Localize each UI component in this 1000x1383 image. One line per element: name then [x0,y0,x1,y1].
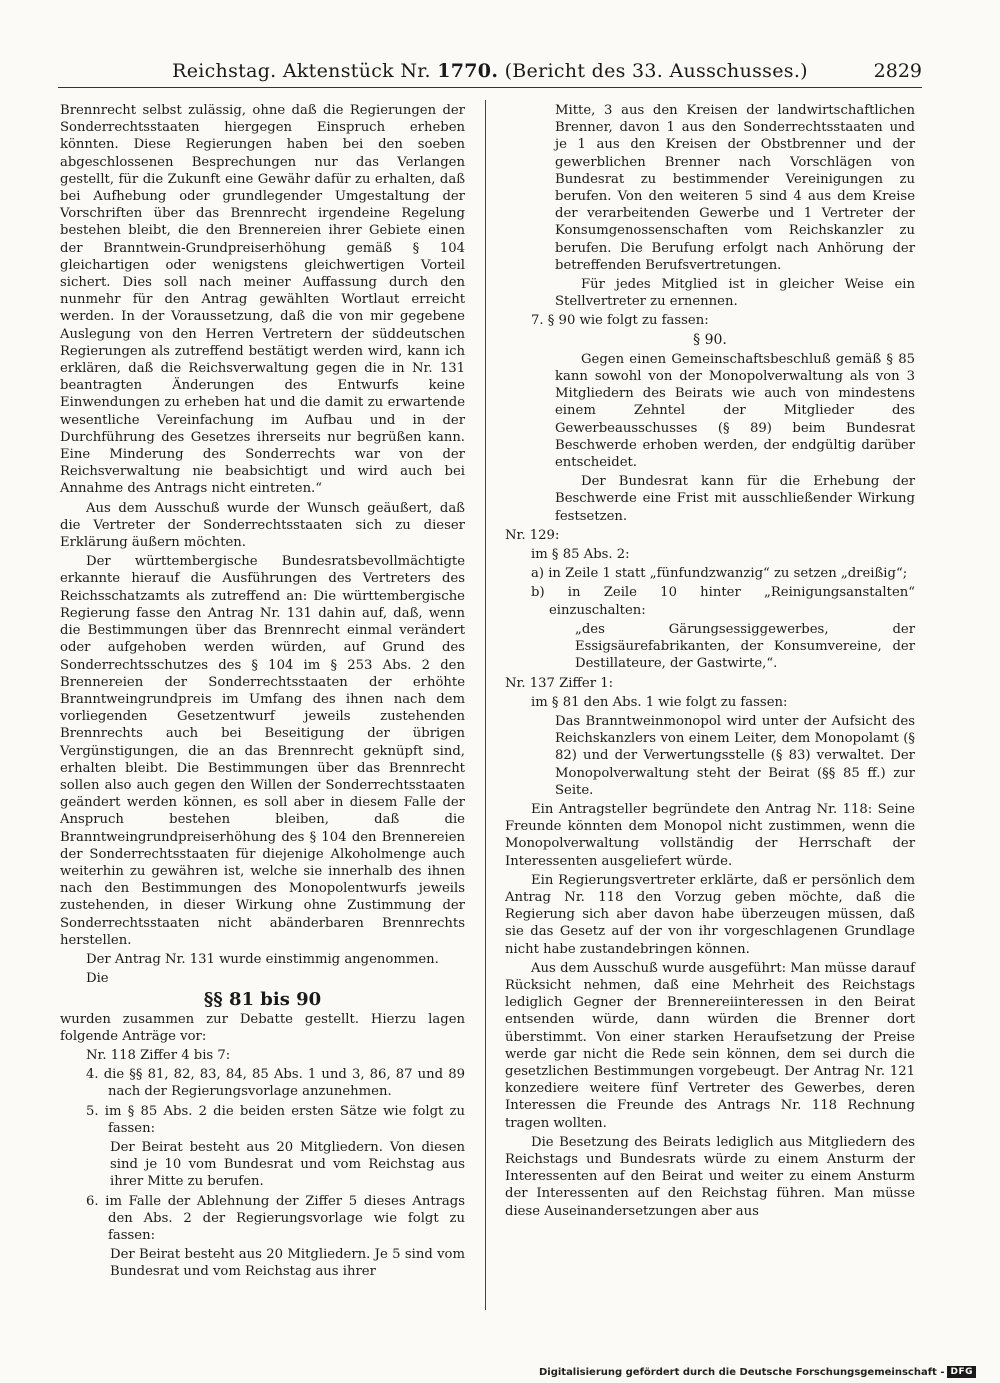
paragraph: Aus dem Ausschuß wurde der Wunsch geäußert, daß die Vertreter der Sonderrechtsstaaten sich zu dieser Erklärung äußern möchten. [60,500,465,551]
paragraph: wurden zusammen zur Debatte gestellt. Hierzu lagen folgende Anträge vor: [60,1011,465,1044]
section-heading: §§ 81 bis 90 [203,989,322,1011]
paragraph: Die [86,971,109,987]
paragraph: Aus dem Ausschuß wurde ausgeführt: Man müsse darauf Rücksicht nehmen, daß eine Mehrheit des Reichstags lediglich Gegner der Brennereiinteressen in den Beirat entsenden würde, dann würden die Brenner dort überstimmt. Von einer starken Heraufsetzung der Preise werde gar nicht die Rede sein können, dem sei durch die gesetzlichen Bestimmungen vorgebeugt. Der Antrag Nr. 121 konzediere weitere fünf Vertreter des Gewerbes, deren Interessen die Freunde des Antrags Nr. 118 Rechnung tragen wollten. [505,960,915,1131]
list-item: b) in Zeile 10 hinter „Reinigungsanstalten“ einzuschalten: [531,585,915,618]
paragraph: Der württembergische Bundesratsbevollmächtigte erkannte hierauf die Ausführungen des Vertreters des Reichsschatzamts als zutreffend an: Die württembergische Regierung fasse den Antrag Nr. 131 dahin auf, daß, wenn die Bestimmungen über das Brennrecht einmal verändert oder aufgehoben werden würden, auf Grund des Sonderrechtsschutzes des § 104 im § 253 Abs. 2 den Brennereien der Sonderrechtsstaaten der erhöhte Branntweingrundpreis im Umfang des ihnen nach dem vorliegenden Gesetzentwurf jeweils zustehenden Brennrechts auch bei Beseitigung der übrigen Vergünstigungen, die an das Brennrecht geknüpft sind, erhalten bleibt. Die Bestimmungen über das Brennrecht sollen also auch gegen den Willen der Sonderrechtsstaaten geändert werden können, es soll aber in diesem Falle der Anspruch bestehen bleiben, daß die Branntweingrundpreiserhöhung des § 104 den Brennereien der Sonderrechtsstaaten für diejenige Alkoholmenge auch weiterhin zu gewähren ist, welche sie innerhalb des ihnen nach den Bestimmungen des Monopolentwurfs jeweils zustehenden, in dieser Wirkung ohne Zustimmung der Sonderrechtsstaaten nicht abänderbaren Brennrechts herstellen. [60,554,465,948]
header-document-number: 1770. [437,60,499,82]
header-title [58,60,922,82]
list-item: a) in Zeile 1 statt „fünfundzwanzig“ zu setzen „dreißig“; [531,566,908,582]
column-divider [485,100,486,1310]
list-item: 6. im Falle der Ablehnung der Ziffer 5 dieses Antrags den Abs. 2 der Regierungsvorlage wie folgt zu fassen: [86,1193,465,1243]
quoted-text: „des Gärungsessiggewerbes, der Essigsäurefabrikanten, der Konsumvereine, der Destillateure, der Gastwirte,“. [575,621,915,672]
quoted-text: Mitte, 3 aus den Kreisen der landwirtschaftlichen Brenner, davon 1 aus den Sonderrechtsstaaten und je 1 aus den Kreisen der Obstbrenner und der gewerblichen Brenner nach Vorschlägen von Bundesrat zu bestimmender Vereinigungen zu berufen. Von den weiteren 5 sind 4 aus dem Kreise der verarbeitenden Gewerbe und 1 Vertreter der Konsumgenossenschaften vom Reichskanzler zu berufen. Die Berufung erfolgt nach Anhörung der betreffenden Berufsvertretungen. [555,103,915,273]
header-title-prefix: Reichstag. Aktenstück Nr. [172,60,431,82]
quoted-text: Gegen einen Gemeinschaftsbeschluß gemäß § 85 kann sowohl von der Monopolverwaltung als von 3 Mitgliedern des Beirats wie auch von mindestens einem Zehntel der Mitglieder des Gewerbeausschusses (§ 89) beim Bundesrat Beschwerde erhoben werden, der endgültig darüber entscheidet. [555,351,915,471]
header-rule [58,87,922,88]
running-header [58,58,922,88]
right-column [505,102,915,1222]
list-item: 5. im § 85 Abs. 2 die beiden ersten Sätze wie folgt zu fassen: [86,1103,465,1136]
quoted-text: Das Branntweinmonopol wird unter der Aufsicht des Reichskanzlers von einem Leiter, dem Monopolamt (§ 82) und der Verwertungsstelle (§ 83) verwaltet. Der Monopolverwaltung steht der Beirat (§§ 85 ff.) zur Seite. [555,713,915,798]
quoted-text: Der Beirat besteht aus 20 Mitgliedern. Von diesen sind je 10 vom Bundesrat und vom Reichstag aus ihrer Mitte zu berufen. [110,1139,465,1190]
dfg-logo: DFG [947,1366,976,1378]
header-title-suffix: (Bericht des 33. Ausschusses.) [504,60,808,82]
left-column [60,102,465,1283]
list-item: 7. § 90 wie folgt zu fassen: [531,313,709,329]
paragraph: Der Antrag Nr. 131 wurde einstimmig angenommen. [86,951,439,967]
digitization-credit [539,1366,976,1378]
motion-reference: Nr. 118 Ziffer 4 bis 7: [86,1047,231,1063]
page-number: 2829 [873,60,922,82]
motion-reference: Nr. 129: [505,527,560,543]
motion-reference: Nr. 137 Ziffer 1: [505,675,614,691]
quoted-text: Der Beirat besteht aus 20 Mitgliedern. Je 5 sind vom Bundesrat und vom Reichstag aus ihrer [110,1247,465,1280]
quoted-text: Der Bundesrat kann für die Erhebung der Beschwerde eine Frist mit ausschließender Wirkung festsetzen. [555,474,915,524]
motion-text: im § 85 Abs. 2: [531,547,630,563]
list-item: 4. die §§ 81, 82, 83, 84, 85 Abs. 1 und 3, 86, 87 und 89 nach der Regierungsvorlage anzunehmen. [86,1067,465,1100]
quoted-text: Für jedes Mitglied ist in gleicher Weise ein Stellvertreter zu ernennen. [555,277,915,310]
paragraph-heading: § 90. [693,331,727,348]
paragraph: Ein Antragsteller begründete den Antrag Nr. 118: Seine Freunde könnten dem Monopol nicht zustimmen, wenn die Monopolverwaltung vollständig der Herrschaft der Interessenten ausgeliefert würde. [505,801,915,869]
paragraph: Brennrecht selbst zulässig, ohne daß die Regierungen der Sonderrechtsstaaten hiergegen Einspruch erheben könnten. Diese Regierungen haben bei den soeben abgeschlossenen Besprechungen nur das Verlangen gestellt, für die Zukunft eine Gewähr dafür zu erhalten, daß bei Aufhebung oder grundlegender Umgestaltung der Vorschriften über das Brennrecht irgendeine Regelung bestehen bleibt, die den Brennereien ihrer Gebiete einen der Branntwein-Grundpreiserhöhung gemäß § 104 gleichartigen oder wenigstens gleichwertigen Vorteil sichert. Dies soll nach meiner Auffassung durch den nunmehr für den Antrag gewählten Wortlaut erreicht werden. In der Voraussetzung, daß die von mir gegebene Auslegung von den Herren Vertretern der süddeutschen Regierungen als zutreffend bestätigt werden wird, kann ich erklären, daß die Reichsverwaltung gegen die in Nr. 131 beantragten Änderungen des Entwurfs keine Einwendungen zu erheben hat und die damit zu erwartende wesentliche Vereinfachung im Aufbau und in der Durchführung des Gesetzes ihrerseits nur begrüßen kann. Eine Minderung des Sonderrechts war von der Reichsverwaltung nie beabsichtigt und wird auch bei Annahme des Antrags nicht eintreten.“ [60,103,465,497]
paragraph: Die Besetzung des Beirats lediglich aus Mitgliedern des Reichstags und Bundesrats würde zu einem Ansturm der Interessenten auf den Beirat und weiter zu einem Ansturm der Interessenten auf den Reichstag führen. Man müsse diese Auseinandersetzungen aber aus [505,1134,915,1219]
motion-text: im § 81 den Abs. 1 wie folgt zu fassen: [531,694,788,710]
footer-text: Digitalisierung gefördert durch die Deutsche Forschungsgemeinschaft - [538,1366,945,1378]
paragraph: Ein Regierungsvertreter erklärte, daß er persönlich dem Antrag Nr. 118 den Vorzug geben möchte, daß die Regierung sich aber davon habe überzeugen müssen, daß sie das Gesetz auf der von ihr vorgeschlagenen Grundlage nicht habe zustandebringen können. [505,872,915,957]
